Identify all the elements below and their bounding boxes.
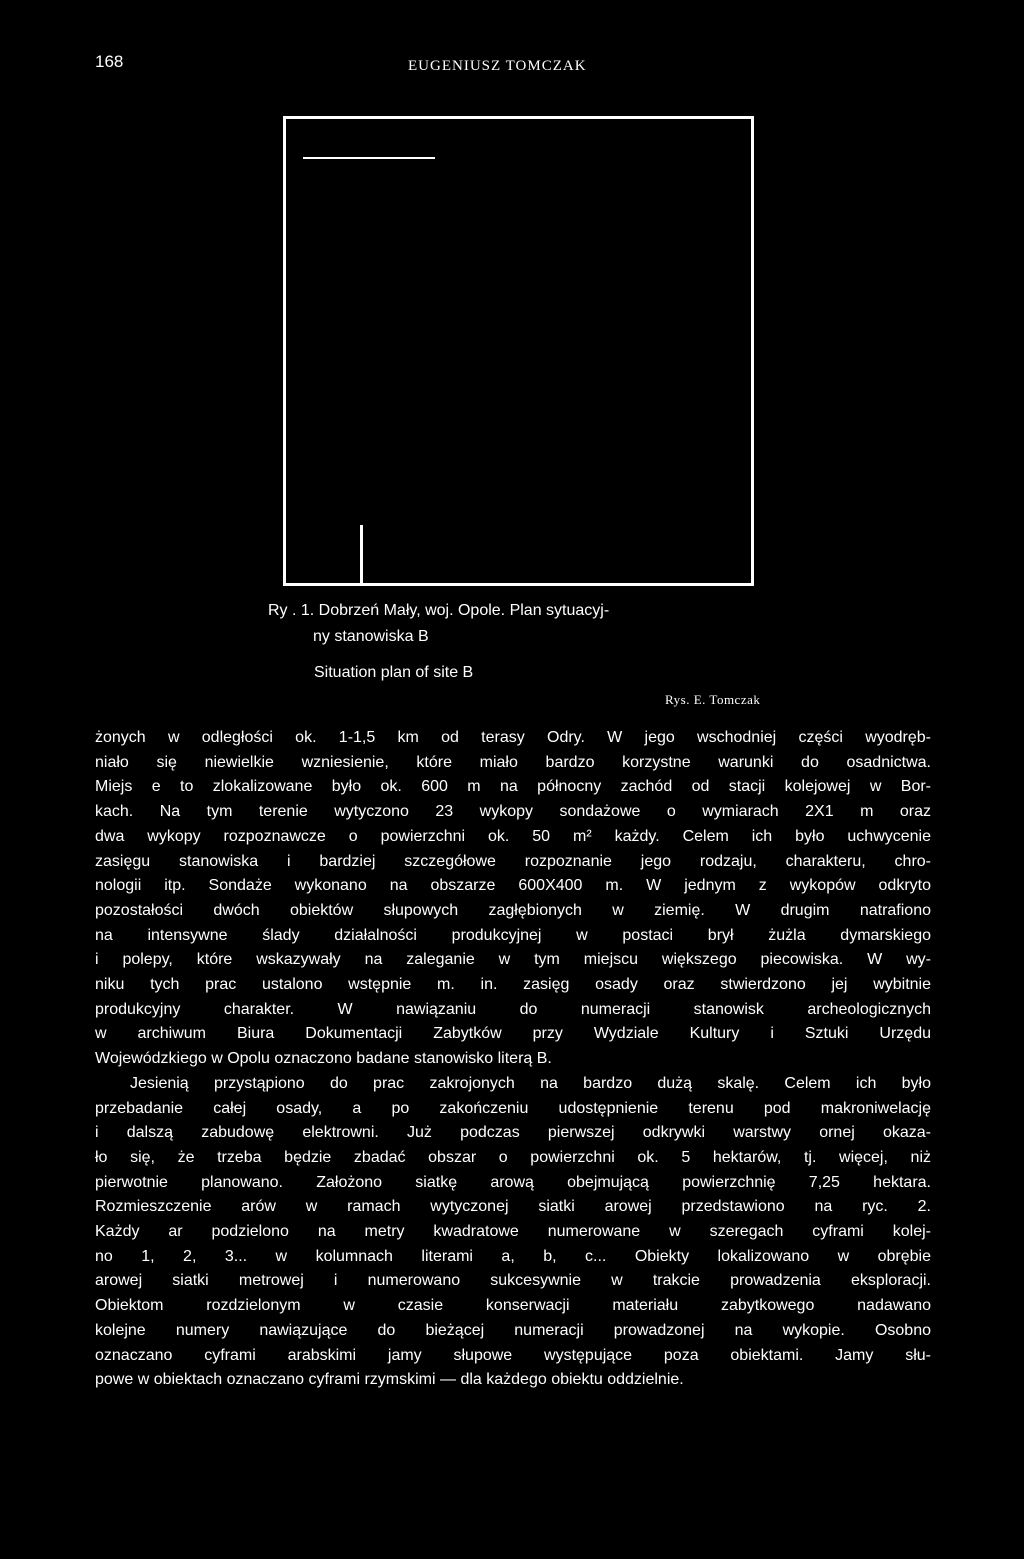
- figure-tick: [360, 525, 363, 583]
- text-line: pierwotnie planowano. Założono siatkę arową obejmującą powierzchnię 7,25 hektara.: [95, 1173, 931, 1191]
- caption-line-2: ny stanowiska B: [313, 628, 429, 645]
- text-line: niku tych prac ustalono wstępnie m. in. zasięg osady oraz stwierdzono jej wybitnie: [95, 976, 931, 994]
- text-line: no 1, 2, 3... w kolumnach literami a, b, c... Obiekty lokalizowano w obrębie: [95, 1247, 931, 1265]
- text-line: Każdy ar podzielono na metry kwadratowe numerowane w szeregach cyframi kolej-: [95, 1223, 931, 1241]
- text-line: kach. Na tym terenie wytyczono 23 wykopy sondażowe o wymiarach 2X1 m oraz: [95, 803, 931, 821]
- caption-english: Situation plan of site B: [314, 664, 474, 681]
- text-line: na intensywne ślady działalności produkcyjnej w postaci brył żużla dymarskiego: [95, 926, 931, 944]
- text-line: arowej siatki metrowej i numerowano sukcesywnie w trakcie prowadzenia eksploracji.: [95, 1272, 931, 1290]
- body-text: [95, 726, 931, 1393]
- text-line: kolejne numery nawiązujące do bieżącej numeracji prowadzonej na wykopie. Osobno: [95, 1321, 931, 1339]
- text-line: Wojewódzkiego w Opolu oznaczono badane stanowisko literą B.: [95, 1050, 552, 1068]
- text-line: powe w obiektach oznaczano cyframi rzymskimi — dla każdego obiektu oddzielnie.: [95, 1371, 684, 1389]
- text-line: niało się niewielkie wzniesienie, które miało bardzo korzystne warunki do osadnictwa.: [95, 753, 931, 771]
- text-line: dwa wykopy rozpoznawcze o powierzchni ok. 50 m² każdy. Celem ich było uchwycenie: [95, 827, 931, 845]
- text-line: nologii itp. Sondaże wykonano na obszarze 600X400 m. W jednym z wykopów odkryto: [95, 877, 931, 895]
- figure-caption: [268, 598, 768, 686]
- text-line: ło się, że trzeba będzie zbadać obszar o powierzchni ok. 5 hektarów, tj. więcej, niż: [95, 1148, 931, 1166]
- text-line: pozostałości dwóch obiektów słupowych zagłębionych w ziemię. W drugim natrafiono: [95, 901, 931, 919]
- text-line: Rozmieszczenie arów w ramach wytyczonej siatki arowej przedstawiono na ryc. 2.: [95, 1198, 931, 1216]
- text-line: Jesienią przystąpiono do prac zakrojonych na bardzo dużą skalę. Celem ich było: [130, 1074, 931, 1092]
- text-line: przebadanie całej osady, a po zakończeniu udostępnienie terenu pod makroniwelację: [95, 1099, 931, 1117]
- text-line: Obiektom rozdzielonym w czasie konserwacji materiału zabytkowego nadawano: [95, 1297, 931, 1315]
- text-line: oznaczano cyframi arabskimi jamy słupowe występujące poza obiektami. Jamy słu-: [95, 1346, 931, 1364]
- figure-frame: [283, 116, 754, 586]
- text-line: Miejs e to zlokalizowane było ok. 600 m na północny zachód od stacji kolejowej w Bor-: [95, 778, 931, 796]
- paragraph-2: [95, 1072, 931, 1393]
- figure-line: [303, 157, 435, 159]
- text-line: w archiwum Biura Dokumentacji Zabytków przy Wydziale Kultury i Sztuki Urzędu: [95, 1025, 931, 1043]
- running-head: EUGENIUSZ TOMCZAK: [408, 58, 587, 74]
- text-line: żonych w odległości ok. 1-1,5 km od terasy Odry. W jego wschodniej części wyodręb-: [95, 729, 931, 746]
- page-number: 168: [95, 52, 124, 71]
- text-line: i dalszą zabudowę elektrowni. Już podczas pierwszej odkrywki warstwy ornej okaza-: [95, 1124, 931, 1142]
- caption-line-1: Ry . 1. Dobrzeń Mały, woj. Opole. Plan sytuacyj-: [268, 602, 610, 619]
- figure-credit: Rys. E. Tomczak: [665, 692, 761, 707]
- paragraph-1: [95, 726, 931, 1072]
- text-line: i polepy, które wskazywały na zaleganie w tym miejscu większego piecowiska. W wy-: [95, 951, 931, 969]
- text-line: produkcyjny charakter. W nawiązaniu do numeracji stanowisk archeologicznych: [95, 1000, 931, 1018]
- text-line: zasięgu stanowiska i bardziej szczegółowe rozpoznanie jego rodzaju, charakteru, chro-: [95, 852, 931, 870]
